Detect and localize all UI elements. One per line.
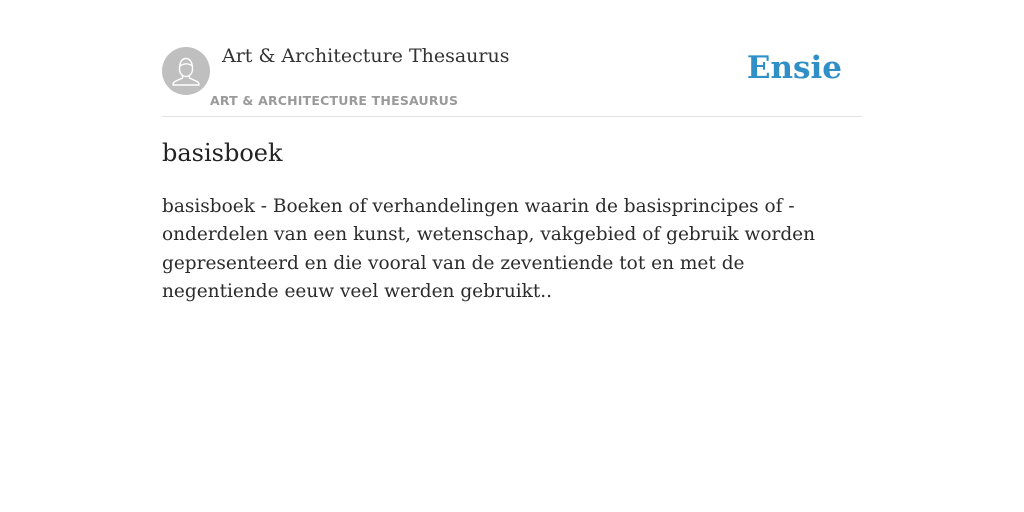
source-subtitle[interactable]: ART & ARCHITECTURE THESAURUS <box>210 93 459 108</box>
user-icon <box>162 47 210 95</box>
term-definition: basisboek - Boeken of verhandelingen waarin de basisprincipes of -onderdelen van een kunst, wetenschap, vakgebied of gebruik worden gepresenteerd en die vooral van de zeventiende tot en met de negentiende eeuw veel werden gebruikt.. <box>162 196 816 302</box>
avatar[interactable] <box>162 47 210 95</box>
source-title[interactable]: Art & Architecture Thesaurus <box>222 45 510 67</box>
brand-logo[interactable]: Ensie <box>746 50 842 86</box>
page-header <box>162 0 862 117</box>
term-heading: basisboek <box>162 139 283 167</box>
